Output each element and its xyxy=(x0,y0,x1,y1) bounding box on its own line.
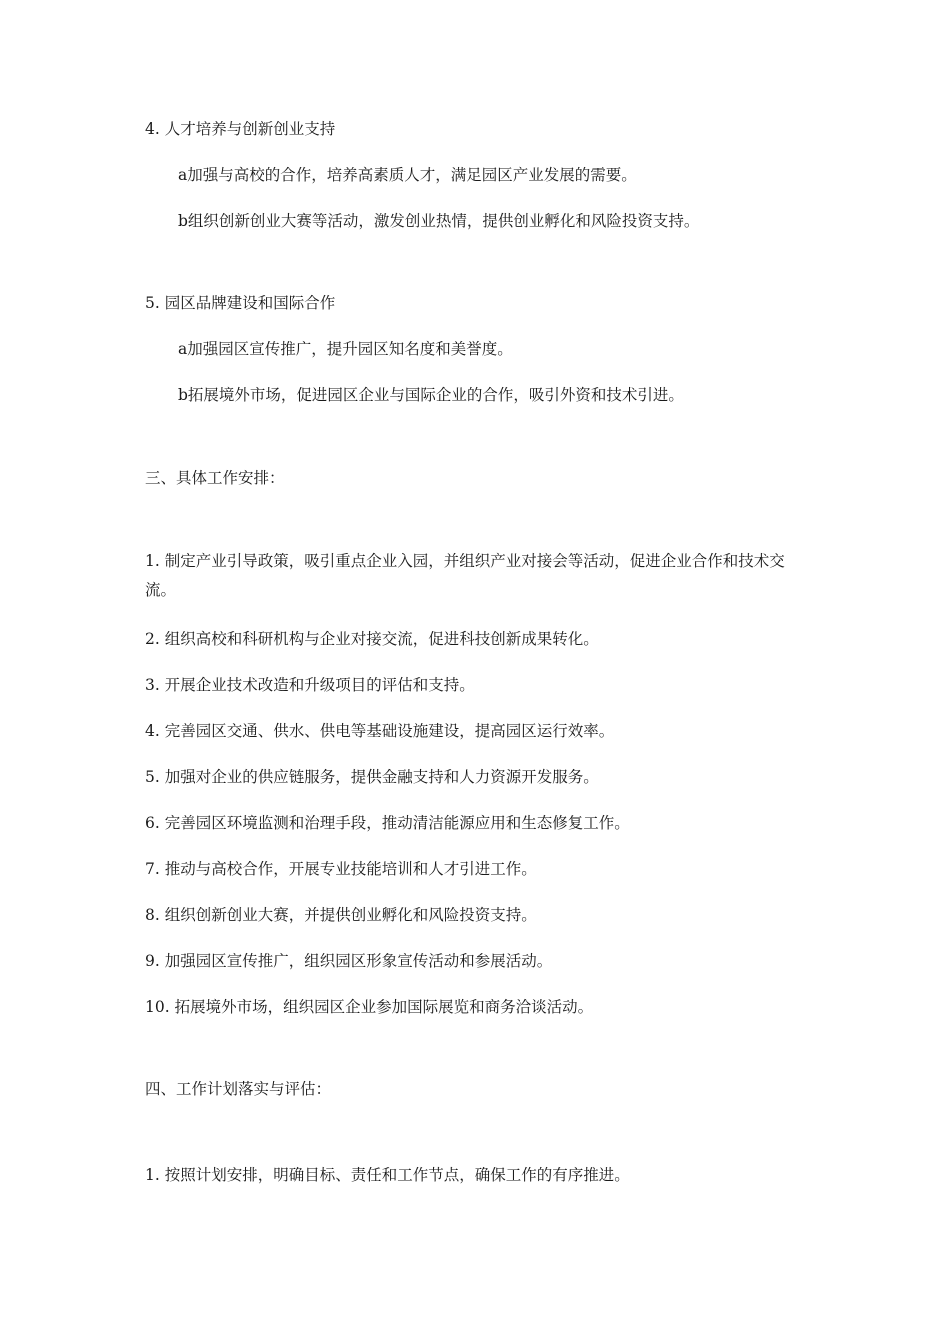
list-item: 8. 组织创新创业大赛，并提供创业孵化和风险投资支持。 xyxy=(145,906,537,924)
list-item: 3. 开展企业技术改造和升级项目的评估和支持。 xyxy=(145,676,475,694)
section-5-item-a: a加强园区宣传推广，提升园区知名度和美誉度。 xyxy=(178,340,513,358)
part-3-title: 三、具体工作安排： xyxy=(145,469,285,487)
list-item: 9. 加强园区宣传推广，组织园区形象宣传活动和参展活动。 xyxy=(145,952,553,970)
section-5-heading: 5. 园区品牌建设和国际合作 xyxy=(145,294,336,312)
list-item: 4. 完善园区交通、供水、供电等基础设施建设，提高园区运行效率。 xyxy=(145,722,615,740)
list-item: 10. 拓展境外市场，组织园区企业参加国际展览和商务洽谈活动。 xyxy=(145,998,594,1016)
section-4-item-a: a加强与高校的合作，培养高素质人才，满足园区产业发展的需要。 xyxy=(178,166,637,184)
part-4-title: 四、工作计划落实与评估： xyxy=(145,1080,332,1098)
section-4-item-b: b组织创新创业大赛等活动，激发创业热情，提供创业孵化和风险投资支持。 xyxy=(178,212,700,230)
list-item: 7. 推动与高校合作，开展专业技能培训和人才引进工作。 xyxy=(145,860,537,878)
list-item: 1. 制定产业引导政策，吸引重点企业入园，并组织产业对接会等活动，促进企业合作和技术交流。 xyxy=(145,552,785,599)
section-5-item-b: b拓展境外市场，促进园区企业与国际企业的合作，吸引外资和技术引进。 xyxy=(178,386,684,404)
list-item: 5. 加强对企业的供应链服务，提供金融支持和人力资源开发服务。 xyxy=(145,768,599,786)
list-item: 6. 完善园区环境监测和治理手段，推动清洁能源应用和生态修复工作。 xyxy=(145,814,630,832)
list-item: 2. 组织高校和科研机构与企业对接交流，促进科技创新成果转化。 xyxy=(145,630,599,648)
section-4-heading: 4. 人才培养与创新创业支持 xyxy=(145,120,336,138)
list-item: 1. 按照计划安排，明确目标、责任和工作节点，确保工作的有序推进。 xyxy=(145,1166,630,1184)
